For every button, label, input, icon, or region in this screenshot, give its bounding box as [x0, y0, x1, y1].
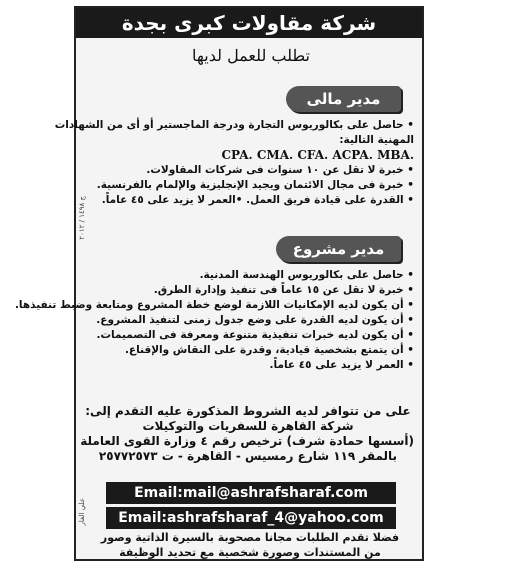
- job-title-project-manager: مدير مشروع: [276, 236, 401, 262]
- contact-line: (أسسها حمادة شرف) ترخيص رقم ٤ وزارة القوى العاملة: [80, 434, 414, 448]
- footer-line: من المستندات وصورة شخصية مع تحديد الوظيفة: [119, 546, 381, 559]
- footer-note: [80, 530, 420, 560]
- list-item: • القدرة على قيادة فريق العمل. •العمر لا يزيد على ٤٥ عاماً.: [101, 194, 414, 206]
- email-banner-secondary: Email:ashrafsharaf_4@yahoo.com: [106, 507, 396, 529]
- email-banner-primary: Email:mail@ashrafsharaf.com: [106, 482, 396, 504]
- list-item: • خبرة لا تقل عن ١٥ عاماً فى تنفيذ وإدارة الطرق.: [153, 284, 414, 296]
- ad-reference-code: ج ١٤٩٨ / ٢٠١٢: [78, 196, 86, 240]
- ad-side-note: علي الغار: [78, 498, 86, 526]
- footer-line: فضلا تقدم الطلبات مجانا مصحوبة بالسيرة الذاتية وصور: [100, 531, 400, 544]
- contact-line: بالمقر ١١٩ شارع رمسيس - القاهرة - ت ٢٥٧٧٢٥٧٣: [98, 449, 398, 463]
- list-item: • خبرة فى مجال الائتمان ويجيد الإنجليزية والإلمام بالفرنسية.: [96, 179, 414, 191]
- project-manager-requirements: [14, 268, 414, 373]
- job-title-financial-manager: مدير مالى: [286, 86, 401, 112]
- list-item: • أن يتمتع بشخصية قيادية، وقدرة على النقاش والإقناع.: [124, 344, 414, 356]
- list-item: • خبرة لا تقل عن ١٠ سنوات فى شركات المقاولات.: [146, 164, 414, 176]
- financial-manager-requirements: [54, 118, 414, 208]
- list-item: • أن يكون لديه القدرة على وضع جدول زمنى لتنفيذ المشروع.: [96, 314, 414, 326]
- contact-line: شركة القاهرة للسفريات والتوكيلات: [142, 419, 354, 433]
- contact-info: [82, 404, 414, 464]
- list-item: • حاصل على بكالوريوس الهندسة المدنية.: [199, 269, 414, 281]
- contact-line: على من تتوافر لديه الشروط المذكورة عليه التقدم إلى:: [85, 404, 411, 418]
- list-item: المهنية التالية:: [339, 134, 414, 146]
- company-title: شركة مقاولات كبرى بجدة: [76, 8, 422, 38]
- list-item: CPA. CMA. CFA. ACPA. MBA.: [221, 148, 414, 162]
- list-item: • العمر لا يزيد على ٤٥ عاماً.: [269, 359, 414, 371]
- list-item: • أن يكون لديه خبرات تنفيذية متنوعة ومعرفة فى التصميمات.: [96, 329, 414, 341]
- list-item: • أن يكون لديه الإمكانيات اللازمة لوضع خطة المشروع ومتابعة وضبط تنفيذها.: [14, 299, 414, 311]
- job-advertisement: [14, 6, 424, 561]
- list-item: • حاصل على بكالوريوس التجارة ودرجة الماجستير أو أى من الشهادات: [54, 119, 414, 131]
- subtitle: تطلب للعمل لديها: [192, 46, 310, 65]
